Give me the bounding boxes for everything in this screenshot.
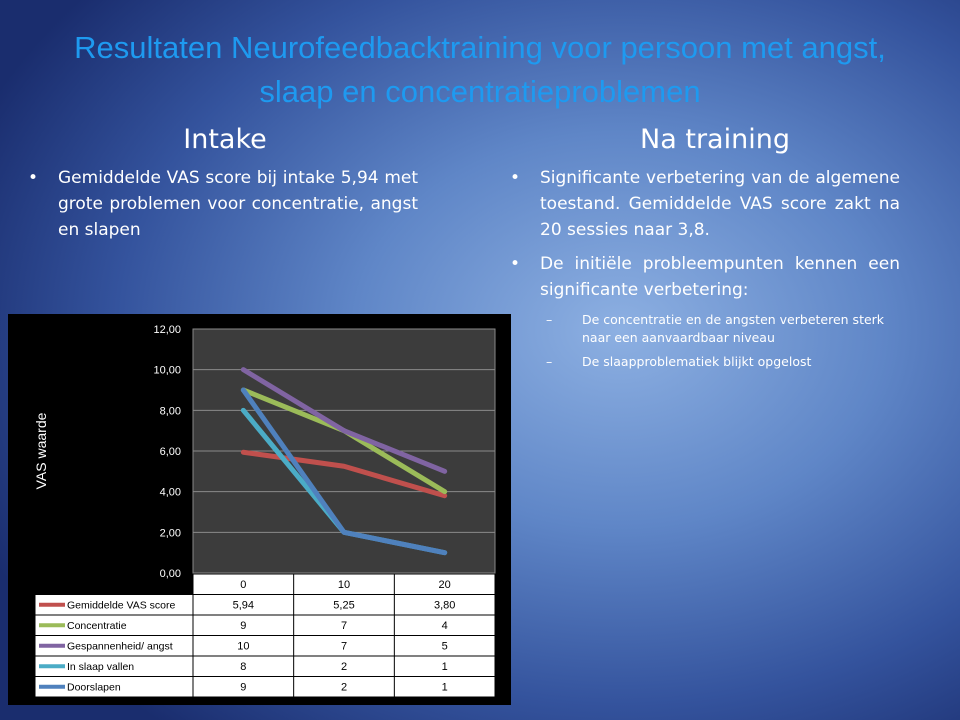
y-tick-label: 8,00 [159, 405, 181, 418]
data-label: 9 [240, 681, 247, 694]
legend-label: Gemiddelde VAS score [67, 599, 176, 612]
data-label: 1 [441, 661, 448, 673]
bullet-item [504, 165, 900, 243]
bullet-text: De initiële probleempunten kennen een significante verbetering: [540, 254, 900, 300]
slide-title: Resultaten Neurofeedbacktraining voor persoon met angst, slaap en concentratieproblemen [74, 30, 886, 109]
data-label: 9 [240, 620, 247, 632]
data-label: 7 [340, 640, 348, 653]
x-tick-label: 0 [240, 579, 247, 591]
sub-bullet-text: De concentratie en de angsten verbeteren sterk naar een aanvaardbaar niveau [582, 312, 885, 345]
intake-bullet-list [22, 165, 418, 251]
y-tick-label: 6,00 [159, 446, 181, 458]
vas-chart [8, 314, 511, 705]
bullet-text: Significante verbetering van de algemene toestand. Gemiddelde VAS score zakt na 20 sessies naar 3,8. [540, 168, 900, 240]
data-label: 10 [237, 640, 250, 653]
legend-label: Concentratie [67, 620, 127, 632]
dash-glyph: – [546, 354, 553, 369]
y-tick-label: 2,00 [159, 527, 181, 540]
dash-glyph: – [546, 312, 553, 327]
data-label: 5,94 [232, 599, 255, 612]
data-label: 4 [441, 620, 448, 632]
after-training-heading: Na training [640, 124, 790, 155]
sub-bullet-text: De slaapproblematiek blijkt opgelost [582, 354, 812, 369]
legend-label: Doorslapen [67, 681, 121, 694]
bullet-text: Gemiddelde VAS score bij intake 5,94 met grote problemen voor concentratie, angst en slapen [58, 168, 418, 240]
legend-label: Gespannenheid/ angst [67, 640, 173, 653]
y-tick-label: 0,00 [159, 568, 181, 580]
y-tick-label: 12,00 [153, 324, 181, 336]
data-label: 7 [340, 620, 348, 632]
bullet-glyph: • [28, 168, 39, 188]
bullet-item [504, 251, 900, 303]
x-tick-label: 10 [337, 579, 351, 591]
legend-label: In slaap vallen [67, 661, 135, 673]
bullet-glyph: • [510, 254, 521, 274]
data-label: 1 [441, 681, 448, 694]
sub-bullet-item [504, 353, 900, 371]
data-label: 2 [340, 661, 348, 673]
bullet-glyph: • [510, 168, 521, 188]
x-tick-label: 20 [438, 579, 451, 591]
y-axis-label: VAS waarde [33, 412, 49, 490]
intake-heading: Intake [183, 124, 267, 155]
vas-line-chart-svg [8, 314, 511, 705]
after-training-bullet-list [504, 165, 900, 377]
data-label: 5,25 [333, 599, 355, 612]
y-tick-label: 4,00 [159, 486, 181, 499]
data-label: 8 [240, 661, 247, 673]
data-label: 3,80 [433, 599, 456, 612]
data-label: 2 [340, 681, 348, 694]
data-label: 5 [441, 640, 448, 653]
sub-bullet-item [504, 311, 900, 347]
bullet-item [22, 165, 418, 243]
y-tick-label: 10,00 [153, 364, 181, 377]
